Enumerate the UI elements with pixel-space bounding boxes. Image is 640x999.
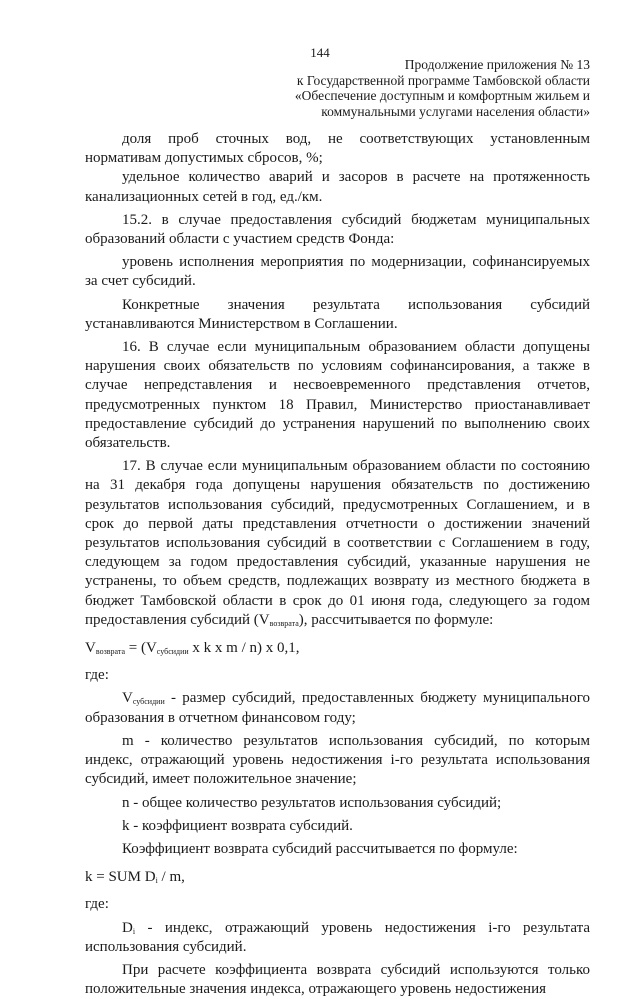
def-v-sub: субсидии bbox=[132, 697, 165, 707]
definition-v-subsidy bbox=[85, 689, 590, 727]
header-line-1: Продолжение приложения № 13 bbox=[404, 57, 590, 72]
definition-k: k - коэффициент возврата субсидий. bbox=[122, 817, 353, 834]
formula-return-volume bbox=[85, 639, 590, 658]
document-body bbox=[85, 130, 590, 999]
formula1-sub1: возврата bbox=[95, 647, 125, 657]
def-d-sub: i bbox=[132, 926, 136, 936]
formula1-v: V bbox=[85, 640, 96, 657]
formula-coefficient bbox=[85, 868, 590, 887]
definition-d bbox=[85, 919, 590, 957]
paragraph-17-subscript: возврата bbox=[269, 618, 299, 628]
formula2-post: / m, bbox=[157, 869, 185, 886]
paragraph-17-text: 17. В случае если муниципальным образованием области по состоянию на 31 декабря года допущены нарушения обязательств по достижению результатов использования субсидий, предусмотренных Соглашением, и в срок до первой даты представления отчетности о достижении значений результатов использования субсидий в соответствии с Соглашением в году, следующем за годом предоставления субсидий, указанные нарушения не устранены, то объем средств, подлежащих возврату из местного бюджета в бюджет Тамбовской области в срок до 01 июня года, следующего за годом предоставления субсидий (V bbox=[85, 458, 590, 628]
definition-m: m - количество результатов использования субсидий, по которым индекс, отражающий уровень недостижения i-го результата использования субсидий, имеет положительное значение; bbox=[85, 732, 590, 788]
where-label-1: где: bbox=[85, 667, 109, 684]
formula1-mid: = (V bbox=[125, 640, 157, 657]
def-d-text: - индекс, отражающий уровень недостижения i-го результата использования субсидий. bbox=[85, 919, 590, 955]
header-line-4: коммунальными услугами населения области» bbox=[321, 103, 590, 119]
paragraph-positive-values: При расчете коэффициента возврата субсидий используются только положительные значения индекса, отражающего уровень недостижения bbox=[85, 961, 590, 998]
paragraph-17-tail: ), рассчитывается по формуле: bbox=[298, 611, 494, 628]
paragraph-specific-values: Конкретные значения результата использования субсидий устанавливаются Министерством в Соглашении. bbox=[85, 296, 590, 332]
appendix-header bbox=[290, 57, 590, 119]
paragraph-wastewater-share: доля проб сточных вод, не соответствующих установленным нормативам допустимых сбросов, %; bbox=[85, 131, 590, 167]
def-v-sym: V bbox=[122, 690, 133, 707]
formula1-tail: x k x m / n) x 0,1, bbox=[188, 640, 300, 657]
formula2-sub: i bbox=[155, 876, 158, 886]
coefficient-intro: Коэффициент возврата субсидий рассчитывается по формуле: bbox=[122, 840, 518, 857]
formula1-sub2: субсидии bbox=[156, 647, 189, 657]
header-line-3: «Обеспечение доступным и комфортным жильем и bbox=[294, 88, 590, 103]
paragraph-16: 16. В случае если муниципальным образованием области допущены нарушения своих обязательств по условиям софинансирования, а также в случае непредставления и несвоевременного представления отчетов, предусмотренных пунктом 18 Правил, Министерство приостанавливает предоставление субсидий до устранения нарушений по выполнению своих обязательств. bbox=[85, 339, 590, 452]
page-number: 144 bbox=[310, 45, 330, 60]
paragraph-15-2: 15.2. в случае предоставления субсидий бюджетам муниципальных образований области с участием средств Фонда: bbox=[85, 211, 590, 248]
header-line-2: к Государственной программе Тамбовской области bbox=[296, 72, 590, 88]
where-label-2: где: bbox=[85, 896, 109, 913]
def-v-text: - размер субсидий, предоставленных бюджету муниципального образования в отчетном финансовом году; bbox=[85, 690, 590, 726]
definition-n: n - общее количество результатов использования субсидий; bbox=[122, 794, 502, 811]
paragraph-execution-level: уровень исполнения мероприятия по модернизации, софинансируемых за счет субсидий. bbox=[85, 254, 590, 290]
paragraph-accidents: удельное количество аварий и засоров в расчете на протяженность канализационных сетей в год, ед./км. bbox=[85, 169, 590, 205]
paragraph-17 bbox=[85, 457, 590, 630]
formula2-pre: k = SUM D bbox=[85, 869, 156, 886]
def-d-sym: D bbox=[122, 919, 133, 936]
